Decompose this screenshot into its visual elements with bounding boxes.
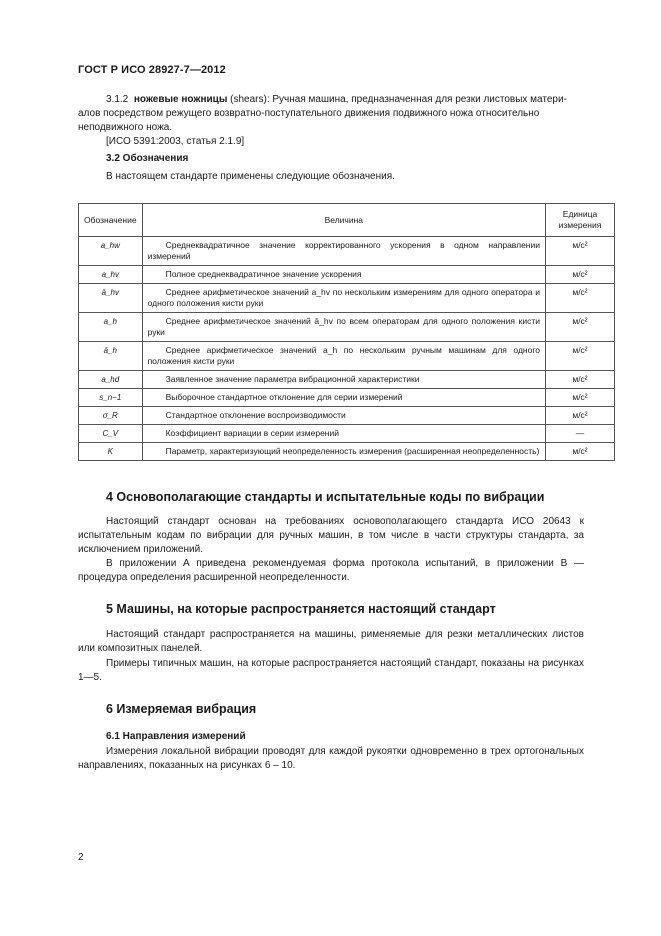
description-cell: Среднее арифметическое значений a_h по нескольким ручным машинам для одного положения кисти руки xyxy=(142,342,545,371)
symbol-cell: a_hw xyxy=(79,237,143,266)
table-row xyxy=(79,342,615,371)
description-cell: Коэффициент вариации в серии измерений xyxy=(142,425,545,443)
section-6-1-title: 6.1 Направления измерений xyxy=(106,731,246,742)
section-4-paragraph-2: В приложении А приведена рекомендуемая форма протокола испытаний, в приложении В — процедура определения расширенной неопределенности. xyxy=(78,558,584,583)
description-cell: Заявленное значение параметра вибрационной характеристики xyxy=(142,371,545,389)
definition-text-3: неподвижного ножа. xyxy=(78,122,173,133)
description-cell: Среднее арифметическое значений a_hv по нескольким измерениям для одного оператора и одного положения кисти руки xyxy=(142,284,545,313)
section-5-paragraph-2: Примеры типичных машин, на которые распространяется настоящий стандарт, показаны на рисунках 1—5. xyxy=(78,658,584,683)
table-row xyxy=(79,407,615,425)
symbol-cell: a_h xyxy=(79,313,143,342)
header-symbol: Обозначение xyxy=(79,204,143,237)
symbol-cell: s_n−1 xyxy=(79,389,143,407)
symbol-cell: ā_hv xyxy=(79,284,143,313)
symbol-cell: K xyxy=(79,443,143,461)
section-5-title: 5 Машины, на которые распространяется настоящий стандарт xyxy=(106,602,496,616)
section-6-1-paragraph: Измерения локальной вибрации проводят для каждой рукоятки одновременно в трех ортогональных направлениях, показанных на рисунках 6 – 10. xyxy=(78,746,584,771)
symbol-cell: C_V xyxy=(79,425,143,443)
table-row xyxy=(79,266,615,284)
unit-cell: м/с² xyxy=(546,371,615,389)
section-5-paragraph-1: Настоящий стандарт распространяется на машины, рименяемые для резки металлических листов или композитных панелей. xyxy=(78,629,584,654)
page-number: 2 xyxy=(78,852,84,863)
symbol-cell: σ_R xyxy=(79,407,143,425)
unit-cell: — xyxy=(546,425,615,443)
unit-cell: м/с² xyxy=(546,284,615,313)
description-cell: Выборочное стандартное отклонение для серии измерений xyxy=(142,389,545,407)
definition-3-1-2 xyxy=(78,93,584,149)
symbol-cell: ā_h xyxy=(79,342,143,371)
section-6-title: 6 Измеряемая вибрация xyxy=(106,702,257,716)
unit-cell: м/с² xyxy=(546,443,615,461)
table-row xyxy=(79,443,615,461)
description-cell: Параметр, характеризующий неопределенность измерения (расширенная неопределенность) xyxy=(142,443,545,461)
table-row xyxy=(79,284,615,313)
description-cell: Среднеквадратичное значение корректированного ускорения в одном направлении измерений xyxy=(142,237,545,266)
symbol-cell: a_hv xyxy=(79,266,143,284)
section-4-title: 4 Основополагающие стандарты и испытательные коды по вибрации xyxy=(106,490,545,504)
table-row xyxy=(79,371,615,389)
description-cell: Среднее арифметическое значений ā_hv по всем операторам для одного положения кисти руки xyxy=(142,313,545,342)
definition-reference: [ИСО 5391:2003, статья 2.1.9] xyxy=(106,136,245,147)
unit-cell: м/с² xyxy=(546,407,615,425)
table-header-row xyxy=(79,204,615,237)
header-quantity: Величина xyxy=(142,204,545,237)
table-row xyxy=(79,389,615,407)
table-row xyxy=(79,425,615,443)
table-row xyxy=(79,313,615,342)
description-cell: Стандартное отклонение воспроизводимости xyxy=(142,407,545,425)
header-unit: Единица измерения xyxy=(546,204,615,237)
symbol-cell: a_hd xyxy=(79,371,143,389)
unit-cell: м/с² xyxy=(546,342,615,371)
document-header: ГОСТ Р ИСО 28927-7—2012 xyxy=(78,64,226,76)
section-3-2-intro: В настоящем стандарте применены следующие обозначения. xyxy=(106,171,395,182)
description-cell: Полное среднеквадратичное значение ускорения xyxy=(142,266,545,284)
section-4-paragraph-1: Настоящий стандарт основан на требованиях основополагающего стандарта ИСО 20643 к испытательным кодам по вибрации для ручных машин, в том числе в части структуры стандарта, за исключением приложений. xyxy=(78,516,584,555)
definition-text-2: алов посредством режущего возвратно-поступательного движения подвижного ножа относительно xyxy=(78,108,540,119)
table-row xyxy=(79,237,615,266)
unit-cell: м/с² xyxy=(546,313,615,342)
unit-cell: м/с² xyxy=(546,266,615,284)
symbols-table xyxy=(78,203,615,461)
definition-text-1: (shears): Ручная машина, предназначенная для резки листовых матери- xyxy=(230,94,567,105)
definition-term: ножевые ножницы xyxy=(133,94,228,105)
unit-cell: м/с² xyxy=(546,237,615,266)
unit-cell: м/с² xyxy=(546,389,615,407)
section-3-2-title: 3.2 Обозначения xyxy=(106,153,189,164)
definition-number: 3.1.2 xyxy=(106,94,129,105)
